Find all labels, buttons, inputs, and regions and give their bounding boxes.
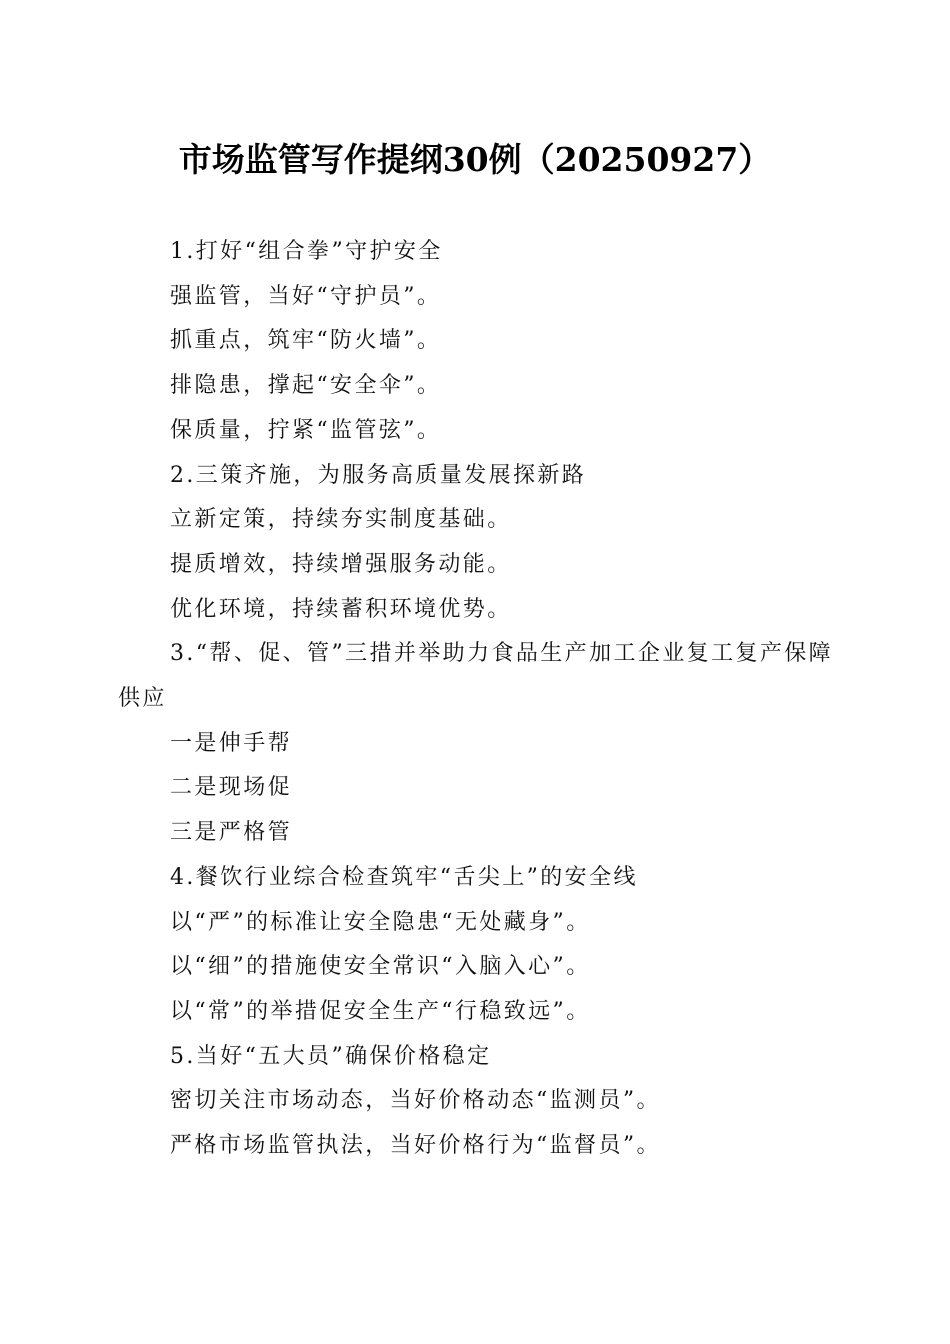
outline-item-point: 立新定策，持续夯实制度基础。	[170, 507, 512, 533]
outline-item-heading: 2.三策齐施，为服务高质量发展探新路	[170, 462, 587, 488]
outline-item-heading: 5.当好“五大员”确保价格稳定	[170, 1043, 492, 1069]
document-title: 市场监管写作提纲30例（20250927）	[178, 140, 772, 179]
outline-item-point: 以“常”的举措促安全生产“行稳致远”。	[170, 998, 591, 1024]
outline-item-point: 抓重点，筑牢“防火墙”。	[170, 328, 442, 354]
outline-item-point: 强监管，当好“守护员”。	[170, 283, 442, 309]
outline-item-heading: 3.“帮、促、管”三措并举助力食品生产加工企业复工复产保障供应	[118, 641, 834, 712]
outline-item-point: 提质增效，持续增强服务动能。	[170, 551, 512, 577]
outline-item-point: 一是伸手帮	[170, 730, 293, 756]
outline-item-point: 二是现场促	[170, 775, 293, 801]
outline-item-point: 保质量，拧紧“监管弦”。	[170, 417, 442, 443]
outline-item-point: 以“严”的标准让安全隐患“无处藏身”。	[170, 909, 591, 935]
outline-item-point: 密切关注市场动态，当好价格动态“监测员”。	[170, 1088, 661, 1114]
outline-item-point: 排隐患，撑起“安全伞”。	[170, 373, 442, 399]
document-body	[118, 230, 838, 1169]
outline-item-point: 严格市场监管执法，当好价格行为“监督员”。	[170, 1133, 661, 1159]
outline-item-point: 以“细”的措施使安全常识“入脑入心”。	[170, 954, 591, 980]
outline-item-point: 三是严格管	[170, 820, 293, 846]
outline-item-point: 优化环境，持续蓄积环境优势。	[170, 596, 512, 622]
outline-item-heading: 1.打好“组合拳”守护安全	[170, 239, 443, 264]
outline-item-heading: 4.餐饮行业综合检查筑牢“舌尖上”的安全线	[170, 864, 638, 890]
